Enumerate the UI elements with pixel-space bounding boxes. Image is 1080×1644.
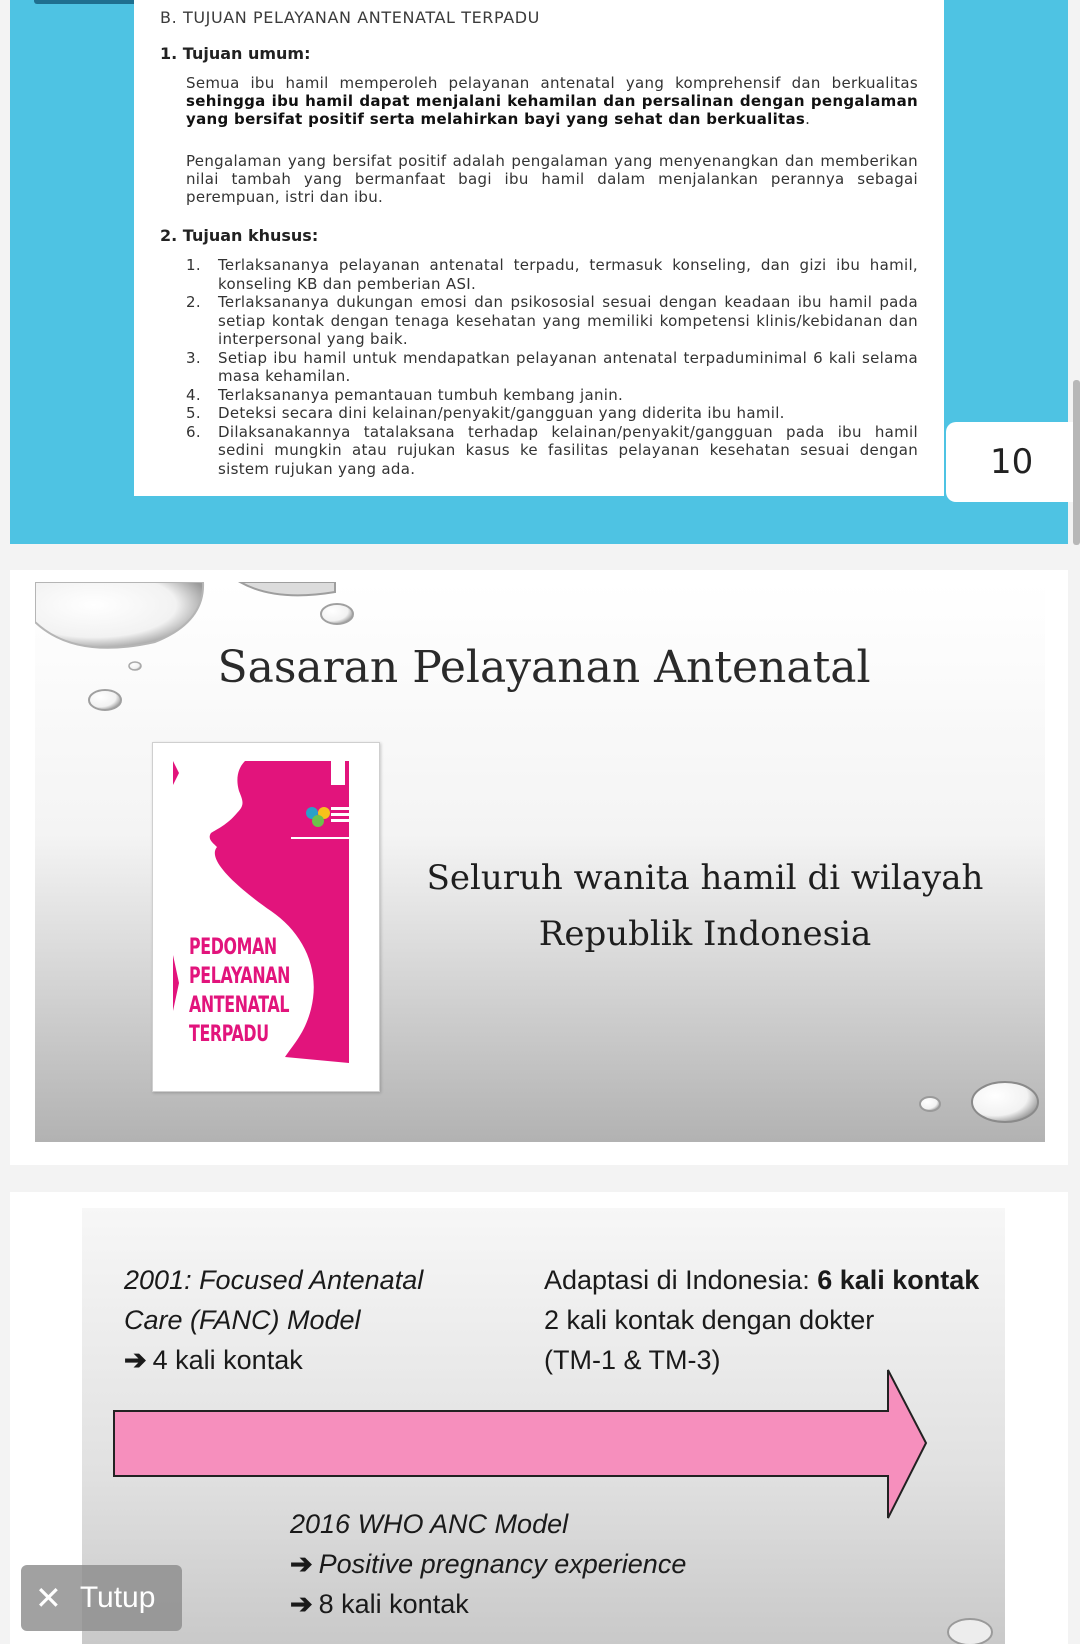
slide-3 xyxy=(79,1208,1005,1644)
list-item-number: 3. xyxy=(186,348,201,367)
fanc-text-block xyxy=(124,1260,423,1380)
adaptation-doctor-line: 2 kali kontak dengan dokter xyxy=(544,1305,875,1335)
close-icon: ✕ xyxy=(35,1580,62,1616)
close-button[interactable] xyxy=(21,1565,182,1631)
list-item xyxy=(186,349,918,386)
slide-body-text xyxy=(365,850,1045,962)
page-number-badge: 10 xyxy=(946,422,1074,502)
list-item xyxy=(186,423,918,479)
right-arrow-icon: ➔ xyxy=(290,1549,313,1579)
book-title-line: PEDOMAN xyxy=(189,935,277,960)
general-goal-period: . xyxy=(805,110,811,128)
adaptation-text-block xyxy=(544,1260,979,1380)
book-cover-image xyxy=(152,742,380,1092)
general-goal-text: Semua ibu hamil memperoleh pelayanan antenatal yang komprehensif dan berkualitas xyxy=(186,74,918,92)
who-text-block xyxy=(290,1504,686,1624)
close-button-label: Tutup xyxy=(79,1581,156,1614)
right-arrow-icon: ➔ xyxy=(290,1589,313,1619)
who-experience-line: Positive pregnancy experience xyxy=(318,1549,687,1579)
section-heading: B. TUJUAN PELAYANAN ANTENATAL TERPADU xyxy=(160,8,540,27)
list-item xyxy=(186,404,918,423)
book-title xyxy=(189,933,291,1049)
list-item-text: Terlaksananya pemantauan tumbuh kembang janin. xyxy=(218,385,624,404)
book-title-line: TERPADU xyxy=(189,1022,269,1047)
list-item-text: Deteksi secara dini kelainan/penyakit/gangguan yang diderita ibu hamil. xyxy=(218,404,785,422)
slide-title: Sasaran Pelayanan Antenatal xyxy=(217,642,871,693)
list-item xyxy=(186,293,918,349)
list-item-number: 6. xyxy=(186,422,201,441)
list-item-text: Terlaksananya dukungan emosi dan psikososial sesuai dengan keadaan ibu hamil pada setiap kontak dengan tenaga kesehatan yang memiliki kompetensi klinis/kebidanan dan interpersonal yang baik. xyxy=(218,293,918,348)
list-item-number: 4. xyxy=(186,385,201,404)
adaptation-label: Adaptasi di Indonesia: xyxy=(544,1265,818,1295)
list-item-number: 2. xyxy=(186,293,201,311)
list-item-number: 1. xyxy=(186,256,201,274)
general-goal-title: 1. Tujuan umum: xyxy=(160,44,311,63)
right-arrow-icon: ➔ xyxy=(124,1345,147,1375)
list-item-text: Dilaksanakannya tatalaksana terhadap kelainan/penyakit/gangguan pada ibu hamil sedini mungkin atau rujukan kasus ke fasilitas pelayanan kesehatan sesuai dengan sistem rujukan yang ada. xyxy=(218,422,918,478)
fanc-title-line: Care (FANC) Model xyxy=(124,1305,361,1335)
list-item-text: Setiap ibu hamil untuk mendapatkan pelayanan antenatal terpaduminimal 6 kali selama masa kehamilan. xyxy=(218,348,918,385)
specific-goal-list xyxy=(186,256,918,478)
who-contact-count: 8 kali kontak xyxy=(318,1589,469,1619)
adaptation-trimester-line: (TM-1 & TM-3) xyxy=(544,1345,721,1375)
water-drops-decoration xyxy=(895,1072,1045,1142)
slide-2 xyxy=(35,582,1045,1142)
water-drops-decoration xyxy=(922,1608,1002,1644)
list-item xyxy=(186,256,918,293)
adaptation-contact-count: 6 kali kontak xyxy=(817,1265,980,1295)
who-title-line: 2016 WHO ANC Model xyxy=(290,1509,569,1539)
specific-goal-title: 2. Tujuan khusus: xyxy=(160,226,319,245)
book-title-line: PELAYANAN xyxy=(189,964,291,989)
general-goal-paragraph xyxy=(186,74,918,128)
positive-experience-paragraph: Pengalaman yang bersifat positif adalah pengalaman yang menyenangkan dan memberikan nilai tambah yang bermanfaat bagi ibu hamil dalam menjalankan perannya sebagai perempuan, istri dan ibu. xyxy=(186,152,918,206)
scrollbar-thumb[interactable] xyxy=(1073,380,1080,545)
list-item xyxy=(186,386,918,405)
body-line: Seluruh wanita hamil di wilayah xyxy=(426,858,984,898)
fanc-title-line: 2001: Focused Antenatal xyxy=(124,1265,424,1295)
book-title-line: ANTENATAL xyxy=(189,993,290,1018)
document-page xyxy=(134,0,944,496)
fanc-contact-count: 4 kali kontak xyxy=(152,1345,303,1375)
list-item-number: 5. xyxy=(186,404,201,422)
general-goal-bold-text: sehingga ibu hamil dapat menjalani kehamilan dan persalinan dengan pengalaman yang bersifat positif serta melahirkan bayi yang sehat dan berkualitas xyxy=(186,92,918,128)
list-item-text: Terlaksananya pelayanan antenatal terpadu, termasuk konseling, dan gizi ibu hamil, konseling KB dan pemberian ASI. xyxy=(218,256,918,293)
slide-1 xyxy=(10,0,1068,544)
body-line: Republik Indonesia xyxy=(538,914,872,954)
